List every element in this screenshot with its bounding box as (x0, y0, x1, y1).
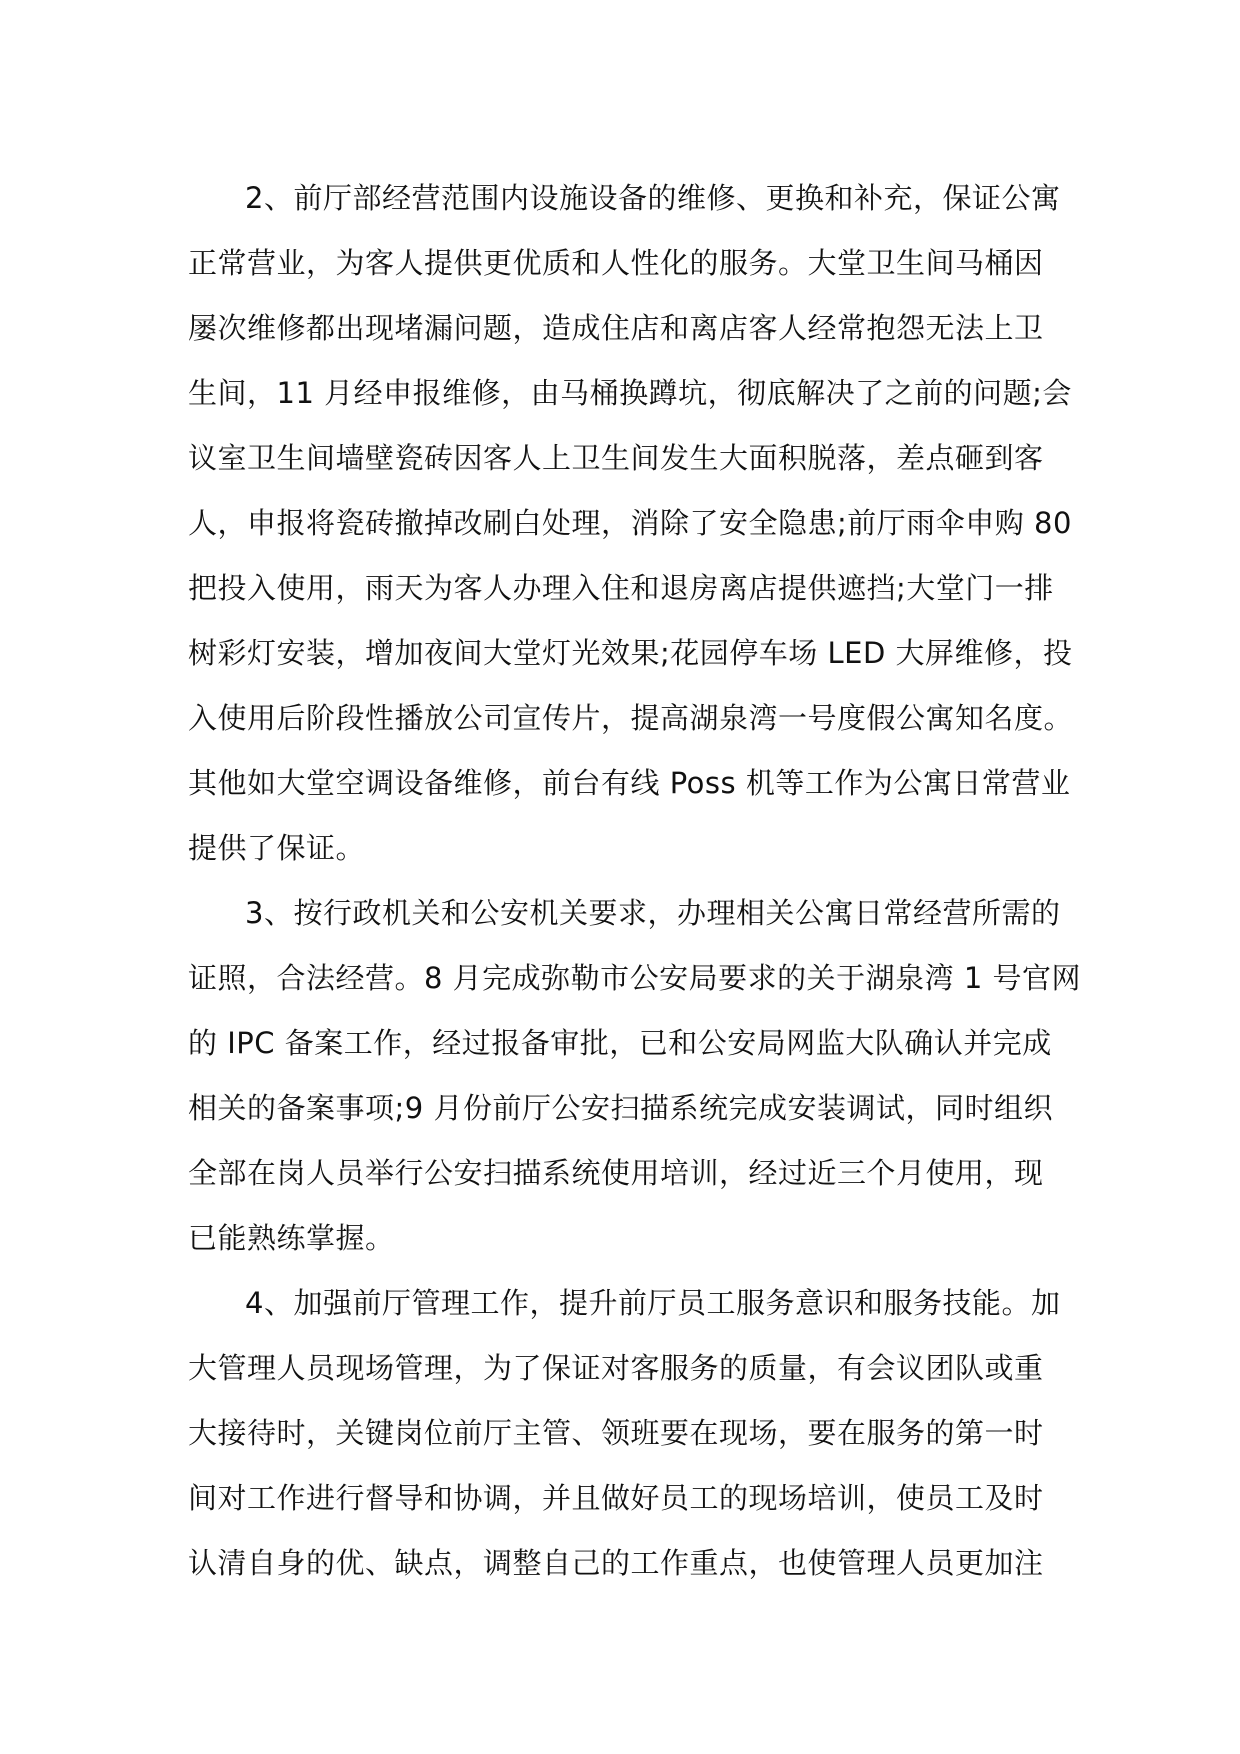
document-body (188, 166, 1082, 1596)
text-line: 屡次维修都出现堵漏问题，造成住店和离店客人经常抱怨无法上卫 (188, 311, 1044, 345)
text-line: 大接待时，关键岗位前厅主管、领班要在现场，要在服务的第一时 (188, 1416, 1044, 1450)
text-line: 议室卫生间墙壁瓷砖因客人上卫生间发生大面积脱落，差点砸到客 (188, 441, 1044, 475)
text-line: 全部在岗人员举行公安扫描系统使用培训，经过近三个月使用，现 (188, 1156, 1044, 1190)
text-line: 已能熟练掌握。 (188, 1221, 395, 1255)
text-line: 认清自身的优、缺点，调整自己的工作重点，也使管理人员更加注 (188, 1546, 1044, 1580)
text-line: 生间，11 月经申报维修，由马桶换蹲坑，彻底解决了之前的问题;会 (188, 376, 1072, 410)
paragraph-management (188, 1271, 1068, 1596)
text-line: 树彩灯安装，增加夜间大堂灯光效果;花园停车场 LED 大屏维修，投 (188, 636, 1073, 670)
text-line: 证照，合法经营。8 月完成弥勒市公安局要求的关于湖泉湾 1 号官网 (188, 961, 1082, 995)
text-line: 的 IPC 备案工作，经过报备审批，已和公安局网监大队确认并完成 (188, 1026, 1052, 1060)
text-line: 正常营业，为客人提供更优质和人性化的服务。大堂卫生间马桶因 (188, 246, 1044, 280)
text-line: 间对工作进行督导和协调，并且做好员工的现场培训，使员工及时 (188, 1481, 1044, 1515)
text-line: 把投入使用，雨天为客人办理入住和退房离店提供遮挡;大堂门一排 (188, 571, 1054, 605)
text-line: 其他如大堂空调设备维修，前台有线 Poss 机等工作为公寓日常营业 (188, 766, 1071, 800)
paragraph-licensing (188, 881, 1082, 1271)
text-line: 提供了保证。 (188, 831, 366, 865)
text-line: 2、前厅部经营范围内设施设备的维修、更换和补充，保证公寓 (245, 181, 1061, 215)
text-line: 人，申报将瓷砖撤掉改刷白处理，消除了安全隐患;前厅雨伞申购 80 (188, 506, 1072, 540)
paragraph-facility-maintenance (188, 166, 1074, 881)
text-line: 4、加强前厅管理工作，提升前厅员工服务意识和服务技能。加 (245, 1286, 1061, 1320)
text-line: 大管理人员现场管理，为了保证对客服务的质量，有会议团队或重 (188, 1351, 1044, 1385)
text-line: 3、按行政机关和公安机关要求，办理相关公寓日常经营所需的 (245, 896, 1061, 930)
text-line: 入使用后阶段性播放公司宣传片，提高湖泉湾一号度假公寓知名度。 (188, 701, 1074, 735)
text-line: 相关的备案事项;9 月份前厅公安扫描系统完成安装调试，同时组织 (188, 1091, 1053, 1125)
